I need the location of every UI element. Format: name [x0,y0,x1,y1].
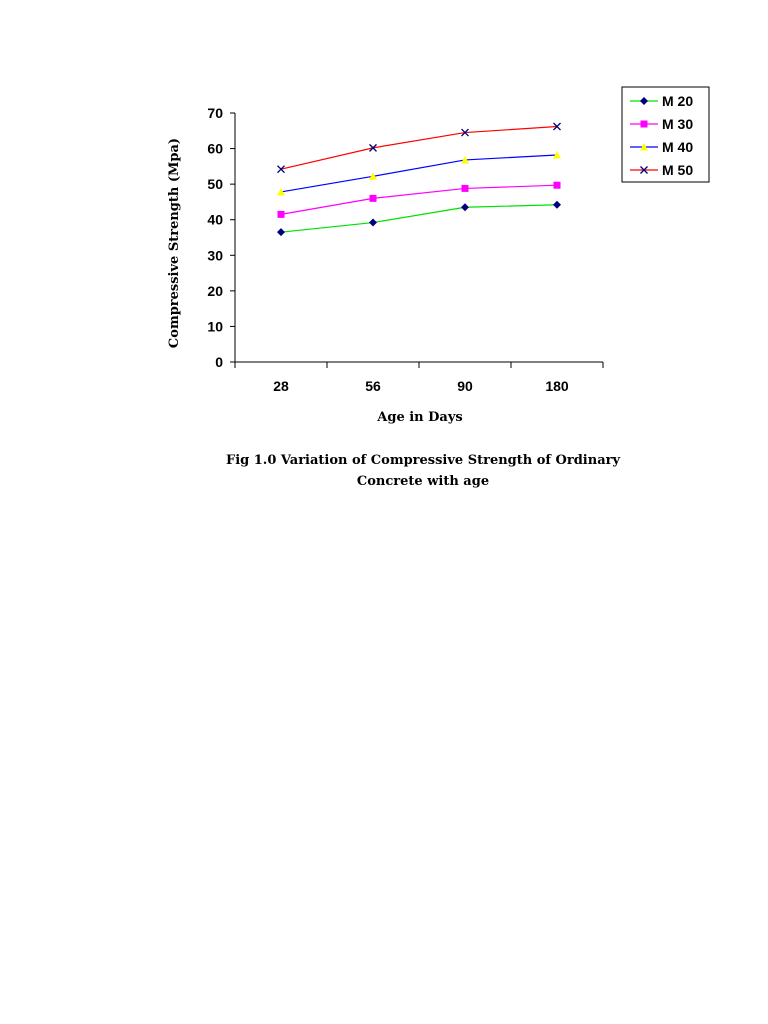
x-tick-label: 90 [457,378,473,394]
data-point [553,201,561,209]
y-tick-label: 30 [207,247,223,264]
x-tick-label: 28 [273,378,289,394]
legend-marker [641,121,648,128]
data-point [278,211,285,218]
data-point [462,185,469,192]
y-tick-label: 40 [207,211,223,228]
caption-line-1: Fig 1.0 Variation of Compressive Strength of Ordinary [225,453,621,468]
series-m-20 [277,201,561,236]
y-tick-label: 20 [207,282,223,299]
figure-caption [180,450,666,492]
y-axis-title: Compressive Strength (Mpa) [167,137,182,349]
y-tick-label: 60 [207,140,223,157]
y-tick-label: 0 [215,354,223,370]
legend-label: M 40 [662,139,694,155]
data-point [461,203,469,211]
legend [622,87,709,182]
x-axis-ticks [235,362,603,394]
series-line [281,185,557,214]
series-line [281,205,557,232]
series-m-40 [277,151,561,195]
series-line [281,127,557,170]
legend-label: M 50 [662,162,694,178]
legend-label: M 30 [662,116,694,132]
caption-line-2: Concrete with age [356,474,490,489]
data-point [554,182,561,189]
x-tick-label: 56 [365,378,381,394]
axes [235,113,603,362]
legend-label: M 20 [662,93,694,109]
y-axis-ticks [207,105,235,370]
series-m-50 [278,123,561,173]
y-tick-label: 50 [207,176,223,193]
data-point [370,195,377,202]
x-axis-title: Age in Days [377,410,463,425]
y-tick-label: 70 [207,105,223,121]
data-point [277,228,285,236]
x-tick-label: 180 [545,378,569,394]
data-point [369,219,377,227]
y-tick-label: 10 [207,318,223,335]
series-m-30 [278,182,561,218]
series-group [277,123,561,236]
